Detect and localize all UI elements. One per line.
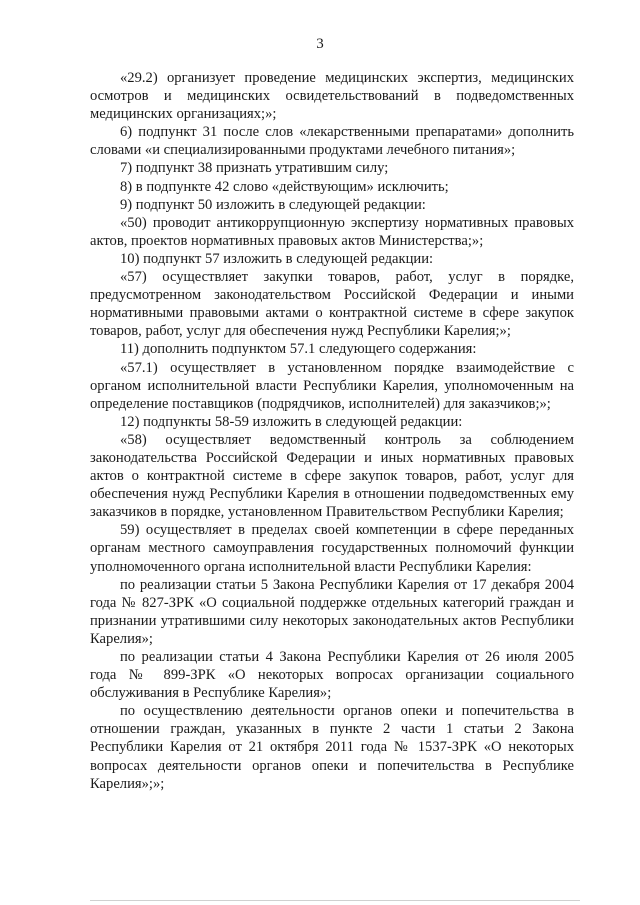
paragraph-item-12: 12) подпункты 58-59 изложить в следующей редакции: — [120, 413, 463, 430]
page-bottom-edge — [90, 900, 580, 901]
paragraph-item-8: 8) в подпункте 42 слово «действующим» исключить; — [120, 178, 449, 195]
paragraph-item-7: 7) подпункт 38 признать утратившим силу; — [120, 160, 389, 177]
paragraph-item-10: 10) подпункт 57 изложить в следующей редакции: — [120, 250, 434, 267]
paragraph-57: «57) осуществляет закупки товаров, работ, услуг в порядке, предусмотренном законодательством Российской Федерации и иными нормативными правовыми актами о контрактной системе в сфере закупок товаров, работ, услуг для обеспечения нужд Республики Карелия;»; — [90, 269, 574, 340]
paragraph-59-law-899: по реализации статьи 4 Закона Республики Карелия от 26 июля 2005 года № 899-ЗРК «О некоторых вопросах организации социального обслуживания в Республике Карелия»; — [90, 649, 574, 702]
document-body — [90, 69, 574, 793]
paragraph-item-11: 11) дополнить подпунктом 57.1 следующего содержания: — [120, 341, 477, 358]
paragraph-59-law-1537: по осуществлению деятельности органов опеки и попечительства в отношении граждан, указанных в пункте 2 части 1 статьи 2 Закона Республики Карелия от 21 октября 2011 года № 1537-ЗРК «О некоторых вопросах деятельности органов опеки и попечительства в Республике Карелия»;»; — [90, 703, 574, 792]
page-number: 3 — [316, 36, 324, 52]
paragraph-item-9: 9) подпункт 50 изложить в следующей редакции: — [120, 196, 426, 213]
paragraph-59: 59) осуществляет в пределах своей компетенции в сфере переданных органам местного самоуправления государственных полномочий функции уполномоченного органа исполнительной власти Республики Карелия: — [90, 522, 574, 575]
paragraph-item-6: 6) подпункт 31 после слов «лекарственными препаратами» дополнить словами «и специализированными продуктами лечебного питания»; — [90, 124, 574, 159]
paragraph-50: «50) проводит антикоррупционную экспертизу нормативных правовых актов, проектов нормативных правовых актов Министерства;»; — [90, 214, 574, 249]
paragraph-58: «58) осуществляет ведомственный контроль за соблюдением законодательства Российской Федерации и иных нормативных правовых актов о контрактной системе в сфере закупок товаров, работ, услуг для обеспечения нужд Республики Карелия в отношении подведомственных ему заказчиков в порядке, установленном Правительством Республики Карелия; — [90, 431, 574, 521]
paragraph-29-2: «29.2) организует проведение медицинских экспертиз, медицинских осмотров и медицинских освидетельствований в подведомственных медицинских организациях;»; — [90, 70, 574, 123]
paragraph-57-1: «57.1) осуществляет в установленном порядке взаимодействие с органом исполнительной власти Республики Карелия, уполномоченным на определение поставщиков (подрядчиков, исполнителей) для заказчиков;»; — [90, 359, 574, 412]
paragraph-59-law-827: по реализации статьи 5 Закона Республики Карелия от 17 декабря 2004 года № 827-ЗРК «О социальной поддержке отдельных категорий граждан и признании утратившими силу некоторых законодательных актов Республики Карелия»; — [90, 576, 574, 647]
